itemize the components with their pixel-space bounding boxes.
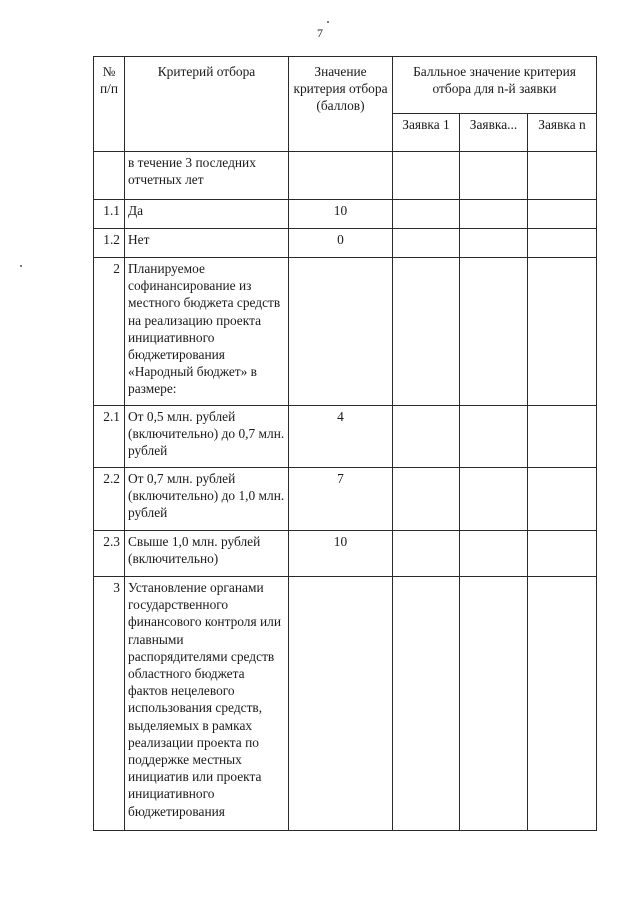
score-cell [528,531,597,577]
header-criterion: Критерий отбора [125,57,289,152]
table-row [94,468,597,531]
row-value [289,152,393,200]
table-row [94,258,597,406]
score-cell [528,152,597,200]
score-cell [393,577,460,831]
header-num: № п/п [94,57,125,152]
table-row [94,531,597,577]
row-value [289,258,393,406]
score-cell [528,229,597,258]
header-application-middle: Заявка... [460,114,528,152]
score-cell [460,152,528,200]
score-cell [393,152,460,200]
table-row [94,152,597,200]
header-score-group: Балльное значение критерия отбора для n-й заявки [393,57,597,114]
score-cell [393,406,460,468]
score-cell [528,406,597,468]
page-number: 7 [317,26,323,40]
row-number: 2.2 [94,468,125,531]
row-value [289,577,393,831]
scan-speck [20,265,22,267]
table-row [94,577,597,831]
row-criterion: в течение 3 последних отчетных лет [125,152,289,200]
row-criterion: Установление органами государственного финансового контроля или главными распорядителями средств областного бюджета фактов нецелевого использования средств, выделяемых в рамках реализации проекта по поддержке местных инициатив или проекта инициативного бюджетирования [125,577,289,831]
header-value: Значение критерия отбора (баллов) [289,57,393,152]
row-criterion: Планируемое софинансирование из местного бюджета средств на реализацию проекта инициативного бюджетирования «Народный бюджет» в размере: [125,258,289,406]
row-criterion: Свыше 1,0 млн. рублей (включительно) [125,531,289,577]
table-row [94,200,597,229]
score-cell [528,468,597,531]
row-value: 10 [289,531,393,577]
row-number: 2.1 [94,406,125,468]
score-cell [393,229,460,258]
header-application-1: Заявка 1 [393,114,460,152]
criteria-table [93,56,597,831]
score-cell [460,258,528,406]
row-number: 2 [94,258,125,406]
score-cell [528,200,597,229]
score-cell [460,406,528,468]
score-cell [460,577,528,831]
row-value: 0 [289,229,393,258]
score-cell [460,229,528,258]
score-cell [393,468,460,531]
row-criterion: От 0,5 млн. рублей (включительно) до 0,7 млн. рублей [125,406,289,468]
score-cell [393,200,460,229]
row-value: 10 [289,200,393,229]
table-row [94,229,597,258]
score-cell [393,531,460,577]
score-cell [460,200,528,229]
table-row [94,406,597,468]
row-number: 1.2 [94,229,125,258]
row-criterion: Да [125,200,289,229]
row-number [94,152,125,200]
score-cell [460,531,528,577]
row-criterion: Нет [125,229,289,258]
row-value: 4 [289,406,393,468]
score-cell [393,258,460,406]
row-number: 1.1 [94,200,125,229]
row-value: 7 [289,468,393,531]
row-number: 3 [94,577,125,831]
scan-speck [327,21,329,23]
row-criterion: От 0,7 млн. рублей (включительно) до 1,0 млн. рублей [125,468,289,531]
header-application-n: Заявка n [528,114,597,152]
score-cell [528,258,597,406]
score-cell [528,577,597,831]
row-number: 2.3 [94,531,125,577]
score-cell [460,468,528,531]
